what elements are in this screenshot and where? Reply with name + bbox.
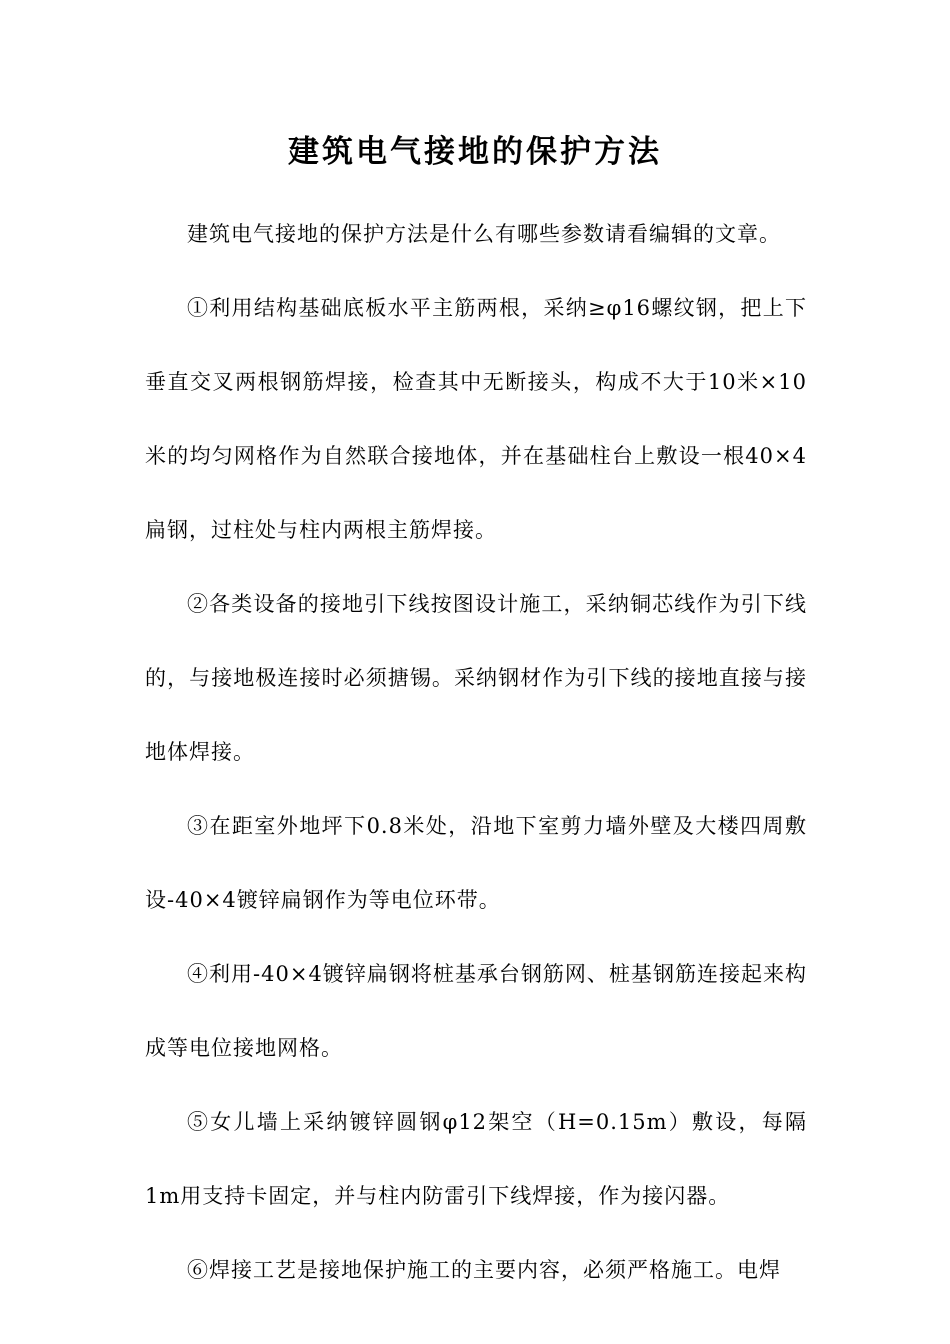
document-title: 建筑电气接地的保护方法	[288, 134, 662, 170]
paragraph-item-3: ③在距室外地坪下0.8米处，沿地下室剪力墙外壁及大楼四周敷设-40×4镀锌扁钢作为等电位环带。	[145, 814, 807, 912]
document-body	[145, 197, 807, 1307]
paragraph-item-1: ①利用结构基础底板水平主筋两根，采纳≥φ16螺纹钢，把上下垂直交叉两根钢筋焊接，检查其中无断接头，构成不大于10米×10米的均匀网格作为自然联合接地体，并在基础柱台上敷设一根40×4扁钢，过柱处与柱内两根主筋焊接。	[145, 296, 807, 542]
paragraph-item-5: ⑤女儿墙上采纳镀锌圆钢φ12架空（H=0.15m）敷设，每隔1m用支持卡固定，并与柱内防雷引下线焊接，作为接闪器。	[145, 1110, 807, 1208]
paragraph-item-6: ⑥焊接工艺是接地保护施工的主要内容，必须严格施工。电焊	[187, 1258, 781, 1282]
paragraph-item-2: ②各类设备的接地引下线按图设计施工，采纳铜芯线作为引下线的，与接地极连接时必须搪锡。采纳钢材作为引下线的接地直接与接地体焊接。	[145, 592, 807, 764]
paragraph-item-4: ④利用-40×4镀锌扁钢将桩基承台钢筋网、桩基钢筋连接起来构成等电位接地网格。	[145, 962, 807, 1060]
intro-paragraph: 建筑电气接地的保护方法是什么有哪些参数请看编辑的文章。	[187, 222, 781, 246]
